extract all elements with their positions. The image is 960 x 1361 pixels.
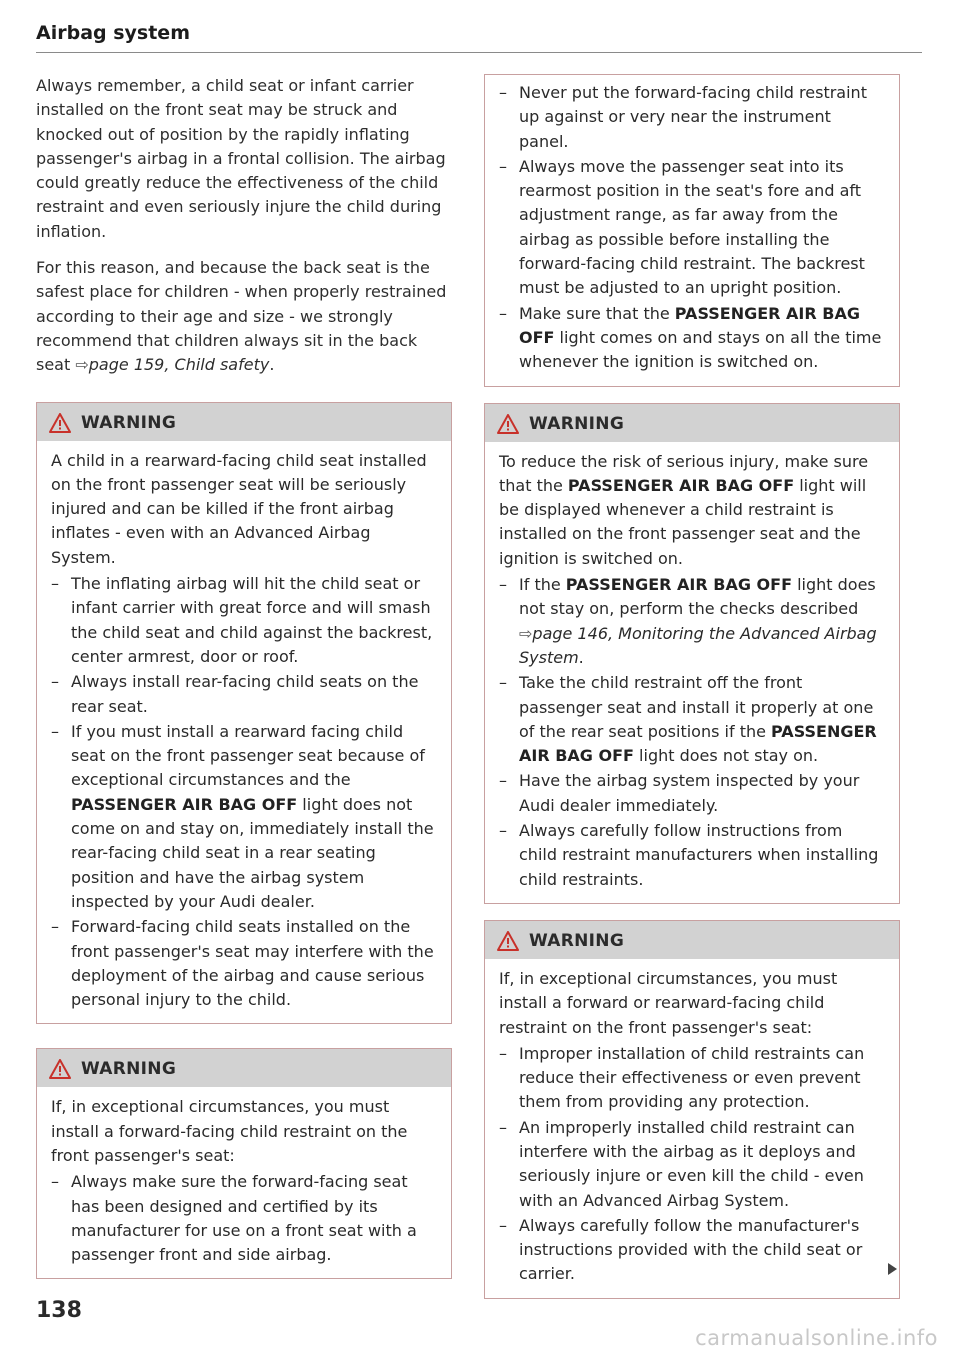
watermark: carmanualsonline.info — [695, 1326, 938, 1350]
warning-body — [485, 442, 899, 903]
indicator-name: PASSENGER AIR BAG OFF — [567, 475, 795, 495]
continued-warning-box — [484, 74, 900, 387]
list-item: – Always carefully follow instructions from child restraint manufacturers when installing child restraints. — [499, 819, 885, 892]
continue-arrow-icon — [888, 1263, 897, 1275]
warning-box — [36, 402, 452, 1025]
warning-header — [485, 404, 899, 442]
warning-list — [499, 81, 885, 375]
warning-header — [37, 403, 451, 441]
warning-box — [484, 403, 900, 904]
list-item: – Always carefully follow the manufacturer's instructions provided with the child seat or carrier. — [499, 1214, 885, 1287]
list-item: – Always install rear-facing child seats on the rear seat. — [51, 670, 437, 719]
warning-box — [484, 920, 900, 1299]
warning-list — [51, 572, 437, 1012]
warning-list — [499, 1042, 885, 1287]
list-item: – Always make sure the forward-facing seat has been designed and certified by its manufacturer for use on a front seat with a passenger front and side airbag. — [51, 1170, 437, 1267]
indicator-name: PASSENGER AIR BAG OFF — [565, 575, 792, 595]
page-number: 138 — [36, 1298, 82, 1323]
cross-reference-link[interactable]: page 159, Child safety — [88, 355, 270, 375]
recommendation-paragraph: For this reason, and because the back seat is the safest place for children - when properly restrained according to their age and size - we strongly recommend that children always sit in the back seat ⇨page 159, Child safety. — [36, 258, 447, 375]
arrow-right-icon: ⇨ — [519, 623, 533, 643]
list-item: – The inflating airbag will hit the child seat or infant carrier with great force and will smash the child seat and child against the backrest, center armrest, door or roof. — [51, 572, 437, 669]
list-item: – Never put the forward-facing child restraint up against or very near the instrument panel. — [499, 81, 885, 154]
warning-triangle-icon — [49, 413, 71, 433]
left-column — [36, 74, 452, 1295]
warning-title: WARNING — [529, 413, 625, 434]
warning-intro — [499, 450, 885, 571]
list-item: – Improper installation of child restraints can reduce their effectiveness or even prevent them from providing any protection. — [499, 1042, 885, 1115]
warning-header — [37, 1049, 451, 1087]
cross-reference-link[interactable]: page 146, Monitoring the Advanced Airbag System — [519, 623, 877, 667]
list-item-text: Take the child restraint off the front passenger seat and install it properly at one of the rear seat positions if the — [519, 673, 874, 741]
warning-body — [485, 959, 899, 1298]
list-item-text: light comes on and stays on all the time whenever the ignition is switched on. — [519, 327, 882, 372]
list-item-text: light does not come on and stay on, immediately install the rear-facing child seat in a rear seating position and have the airbag system inspected by your Audi dealer. — [71, 794, 434, 911]
list-item — [499, 302, 885, 375]
list-item-text: light does not stay on, perform the checks described — [519, 575, 876, 619]
list-item — [499, 671, 885, 768]
intro-paragraph: Always remember, a child seat or infant carrier installed on the front seat may be struck and knocked out of position by the rapidly inflating passenger's airbag in a frontal collision. The airbag could greatly reduce the effectiveness of the child restraint and even seriously injure the child during inflation. — [36, 76, 446, 241]
warning-intro: If, in exceptional circumstances, you must install a forward-facing child restraint on the front passenger's seat: — [51, 1097, 408, 1165]
list-item-text: If you must install a rearward facing child seat on the front passenger seat because of exceptional circumstances and the — [71, 721, 425, 790]
header-divider — [36, 52, 922, 53]
list-item-text: Make sure that the — [519, 303, 675, 323]
warning-triangle-icon — [49, 1059, 71, 1079]
arrow-right-icon: ⇨ — [75, 355, 89, 375]
list-item: – If the PASSENGER AIR BAG OFF light does not stay on, perform the checks described ⇨page 146, Monitoring the Advanced Airbag System. — [499, 573, 885, 670]
warning-intro-text: To reduce the risk of serious injury, make sure that the — [499, 451, 869, 495]
indicator-name: PASSENGER AIR BAG OFF — [71, 794, 298, 814]
warning-header — [485, 921, 899, 959]
list-item: – Forward-facing child seats installed on the front passenger's seat may interfere with the deployment of the airbag and cause serious personal injury to the child. — [51, 915, 437, 1012]
warning-triangle-icon — [497, 414, 519, 434]
list-item-text: light does not stay on. — [633, 746, 819, 766]
list-item: – Have the airbag system inspected by your Audi dealer immediately. — [499, 769, 885, 818]
warning-intro: If, in exceptional circumstances, you must install a forward or rearward-facing child restraint on the front passenger's seat: — [499, 968, 838, 1037]
list-item — [51, 720, 437, 914]
indicator-name: PASSENGER AIR BAG OFF — [519, 721, 877, 766]
indicator-name: PASSENGER AIR BAG OFF — [519, 303, 860, 347]
warning-title: WARNING — [81, 1059, 177, 1080]
warning-triangle-icon — [497, 931, 519, 951]
warning-intro-text: light will be displayed whenever a child restraint is installed on the front passenger seat and the ignition is switched on. — [499, 475, 867, 568]
list-item: – Always move the passenger seat into its rearmost position in the seat's fore and aft adjustment range, as far away from the airbag as possible before installing the forward-facing child restraint. The backrest must be adjusted to an upright position. — [499, 155, 885, 301]
recommendation-text: For this reason, and because the back seat is the safest place for children - when properly restrained according to their age and size - we strongly recommend that children always sit in the back seat — [36, 258, 447, 375]
warning-list — [499, 573, 885, 892]
warning-list — [51, 1170, 437, 1267]
warning-title: WARNING — [81, 412, 177, 433]
list-item: – An improperly installed child restraint can interfere with the airbag as it deploys and seriously injure or even kill the child - even with an Advanced Airbag System. — [499, 1116, 885, 1213]
warning-intro: A child in a rearward-facing child seat installed on the front passenger seat will be seriously injured and can be killed if the front airbag inflates - even with an Advanced Airbag System. — [51, 450, 427, 567]
list-item-text: If the — [519, 575, 566, 595]
warning-title: WARNING — [529, 930, 625, 951]
section-title: Airbag system — [36, 22, 190, 44]
warning-body — [37, 1087, 451, 1278]
warning-body — [37, 441, 451, 1024]
warning-box — [36, 1048, 452, 1279]
right-column — [484, 74, 900, 1315]
